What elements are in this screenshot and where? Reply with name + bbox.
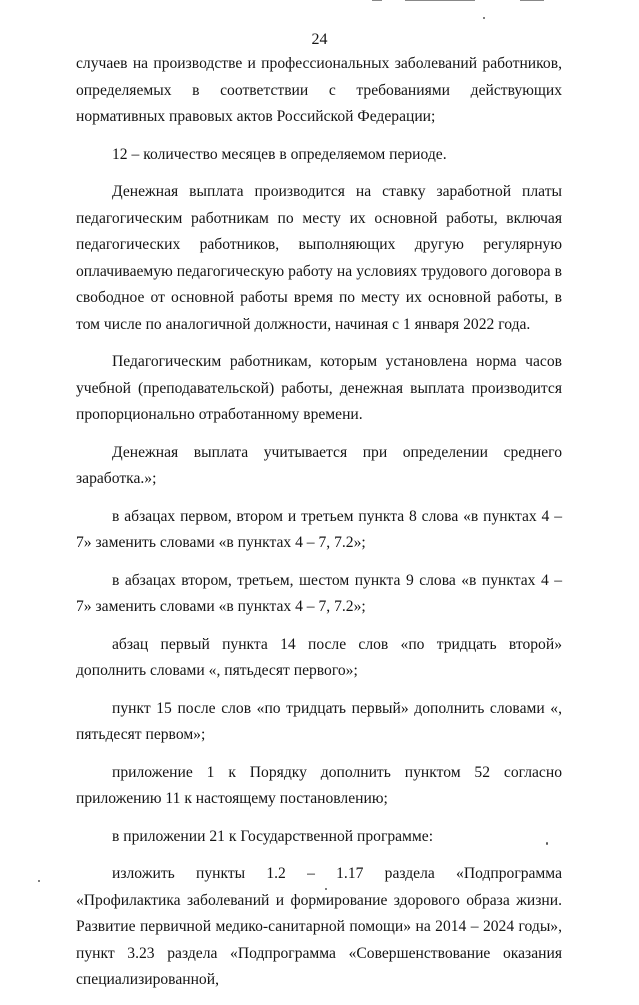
paragraph: пункт 15 после слов «по тридцать первый» дополнить словами «, пятьдесят первом»; <box>76 699 562 743</box>
paragraph: Денежная выплата производится на ставку заработной платы педагогическим работникам по месту их основной работы, включая педагогических работников, выполняющих другую регулярную оплачиваемую педагогическую работу на условиях трудового договора в свободное от основной работы время по месту их основной работы, в том числе по аналогичной должности, начиная с 1 января 2022 года. <box>76 183 562 333</box>
paragraph: приложение 1 к Порядку дополнить пунктом 52 согласно приложению 11 к настоящему постановлению; <box>76 763 562 807</box>
paragraph: 12 – количество месяцев в определяемом периоде. <box>112 145 447 163</box>
scan-mark-top <box>405 0 475 1</box>
paragraph: в абзацах первом, втором и третьем пункта 8 слова «в пунктах 4 – 7» заменить словами «в пунктах 4 – 7, 7.2»; <box>76 507 562 551</box>
paragraph: изложить пункты 1.2 – 1.17 раздела «Подпрограмма «Профилактика заболеваний и формирование здорового образа жизни. Развитие первичной медико-санитарной помощи» на 2014 – 2024 годы», пункт 3.23 раздела «Подпрограмма «Совершенствование оказания специализированной, <box>76 865 562 988</box>
scan-mark-top <box>372 0 382 1</box>
scan-speck <box>483 17 485 19</box>
paragraph: в абзацах втором, третьем, шестом пункта 9 слова «в пунктах 4 – 7» заменить словами «в пунктах 4 – 7, 7.2»; <box>76 571 562 615</box>
page-number: 24 <box>311 31 328 48</box>
scan-mark-top <box>520 0 544 1</box>
paragraph: в приложении 21 к Государственной программе: <box>112 827 434 845</box>
paragraph: Денежная выплата учитывается при определении среднего заработка.»; <box>76 443 562 487</box>
paragraph: абзац первый пункта 14 после слов «по тридцать второй» дополнить словами «, пятьдесят первого»; <box>76 635 562 679</box>
scan-speck <box>38 880 40 882</box>
document-body <box>76 51 562 1005</box>
paragraph: случаев на производстве и профессиональных заболеваний работников, определяемых в соответствии с требованиями действующих нормативных правовых актов Российской Федерации; <box>76 55 562 125</box>
paragraph: Педагогическим работникам, которым установлена норма часов учебной (преподавательской) работы, денежная выплата производится пропорционально отработанному времени. <box>76 353 562 423</box>
